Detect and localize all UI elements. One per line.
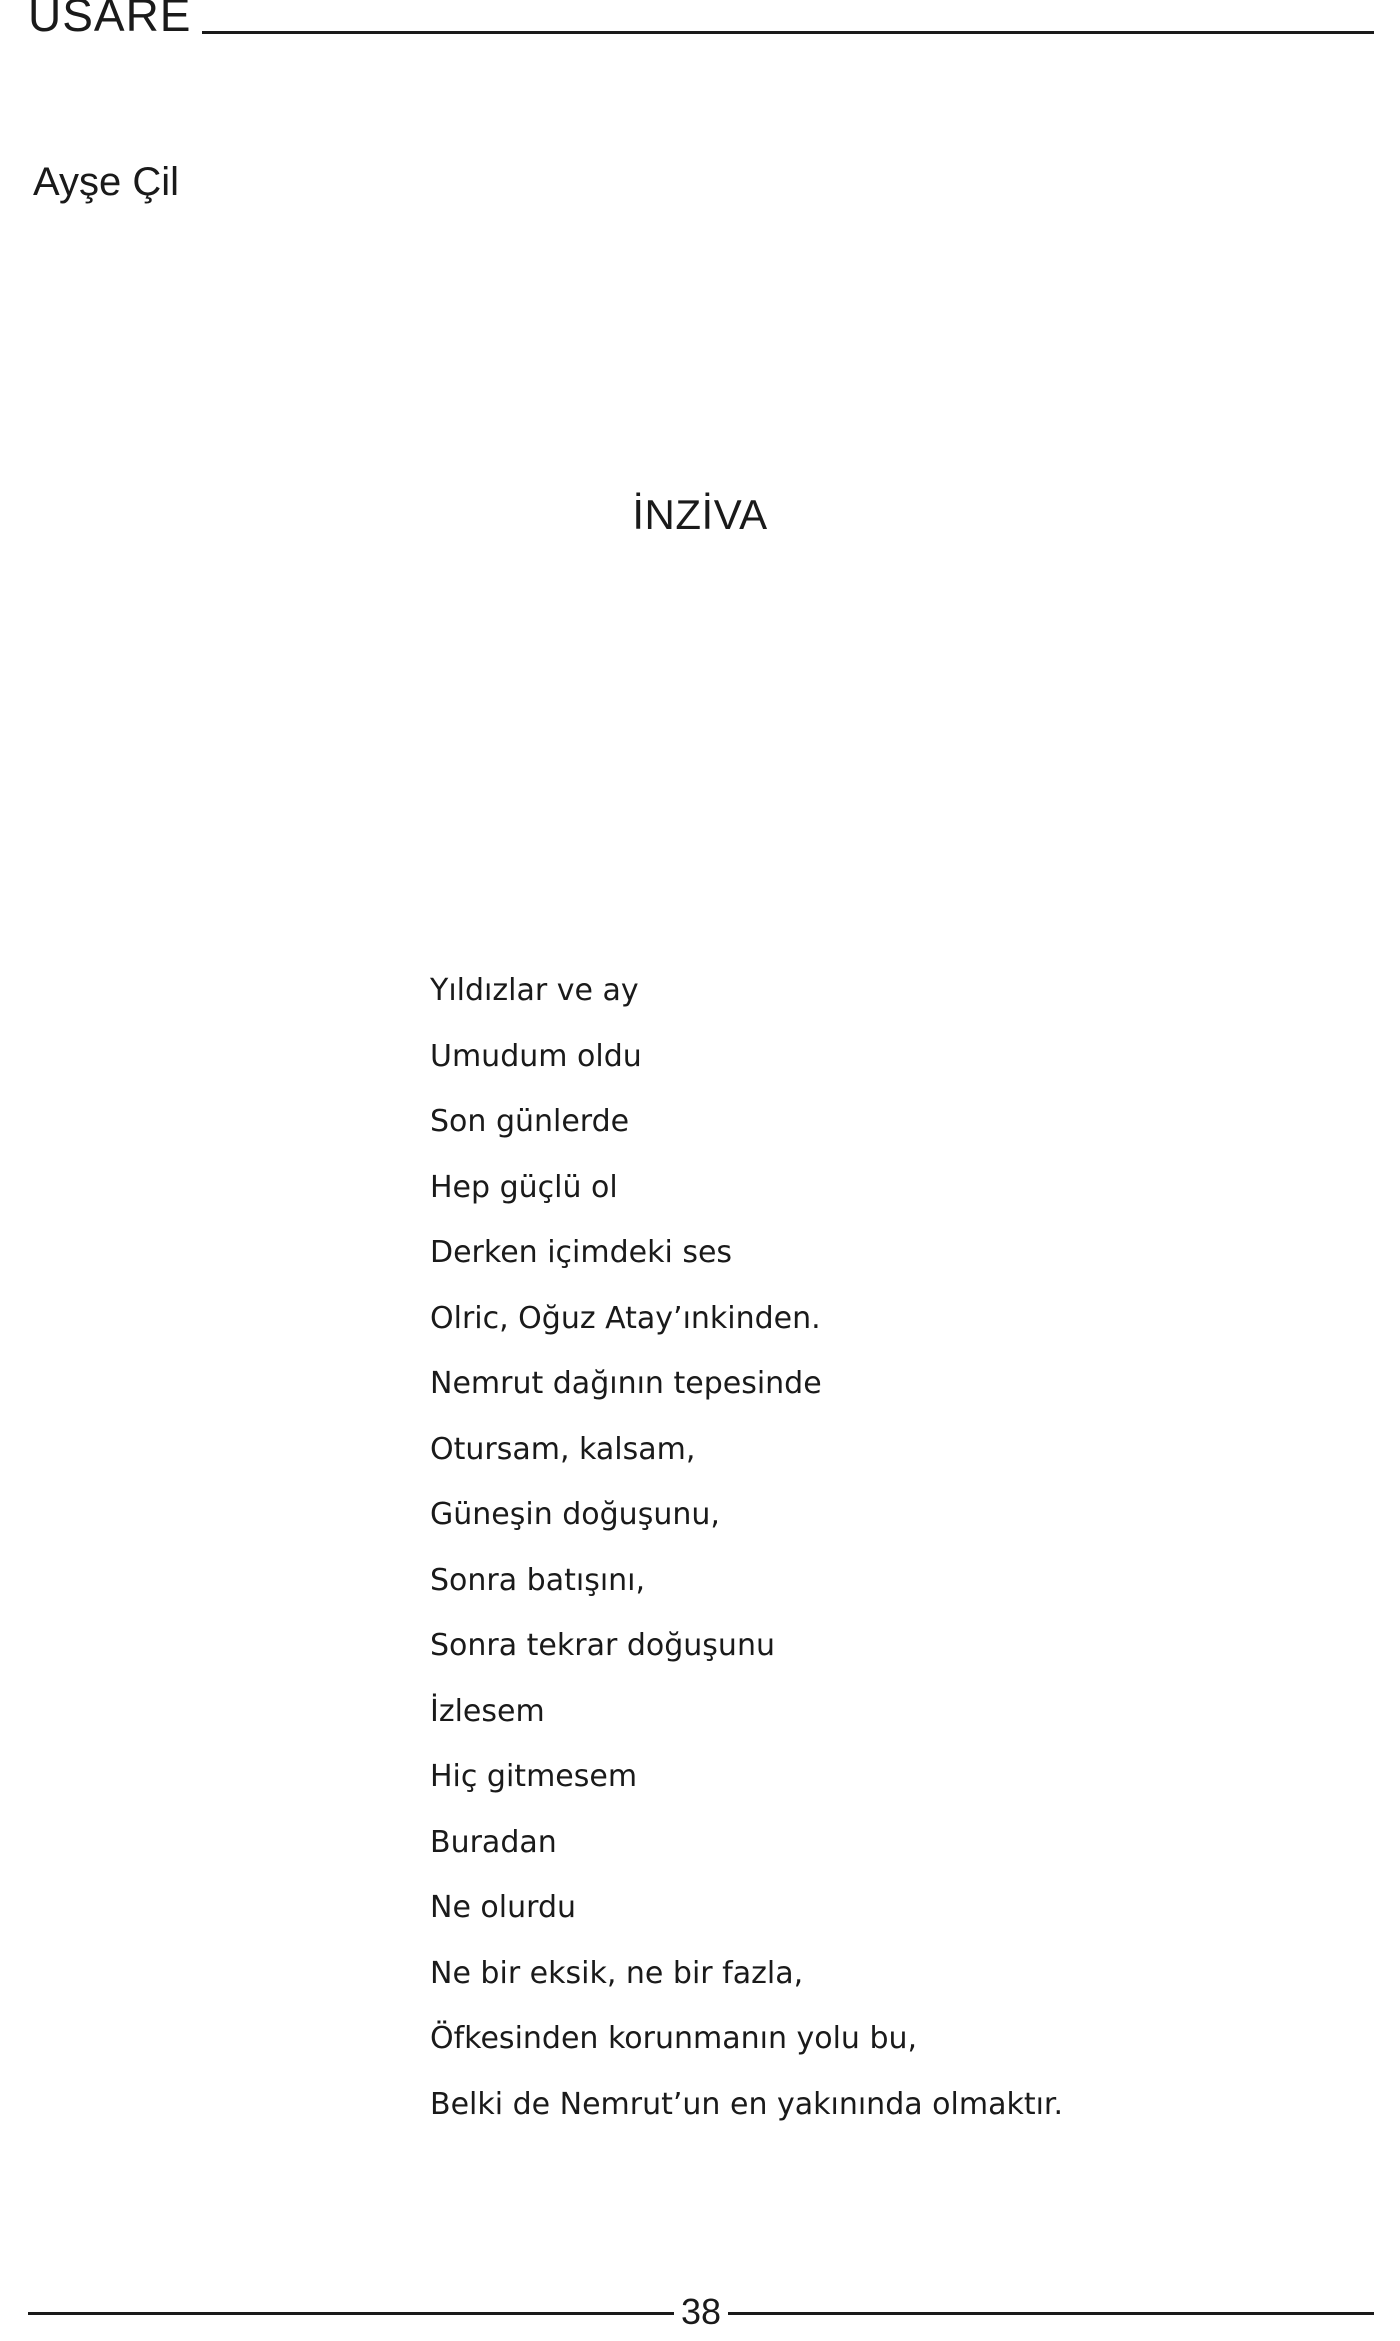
poem-line: Ne bir eksik, ne bir fazla, xyxy=(430,1955,804,1991)
poem-line: Hiç gitmesem xyxy=(430,1759,638,1794)
poem-line: Son günlerde xyxy=(430,1104,630,1139)
poem-line: Belki de Nemrut’un en yakınında olmaktır. xyxy=(430,2086,1064,2122)
poem-line: Derken içimdeki ses xyxy=(430,1235,733,1270)
page-footer xyxy=(28,2292,1374,2332)
poem-line: Yıldızlar ve ay xyxy=(430,973,639,1008)
poem-title: İNZİVA xyxy=(632,491,768,538)
page-number: 38 xyxy=(680,2291,722,2332)
poem-line: Nemrut dağının tepesinde xyxy=(430,1366,822,1401)
footer-rule-left xyxy=(28,2312,674,2315)
poem-line: Sonra batışını, xyxy=(430,1562,646,1598)
poem-line: Ne olurdu xyxy=(430,1890,577,1925)
footer-rule-right xyxy=(728,2312,1374,2315)
poem-line: Olric, Oğuz Atay’ınkinden. xyxy=(430,1300,821,1336)
poem-body xyxy=(430,958,1350,2137)
header-rule xyxy=(202,31,1374,34)
poem-line: Öfkesinden korunmanın yolu bu, xyxy=(430,2021,918,2056)
poem-line: Buradan xyxy=(430,1824,557,1860)
journal-name: USARE xyxy=(28,0,192,41)
running-header xyxy=(28,0,1374,44)
poem-line: Otursam, kalsam, xyxy=(430,1431,696,1467)
author-name: Ayşe Çil xyxy=(33,160,179,204)
poem-line: Umudum oldu xyxy=(430,1038,642,1074)
poem-line: İzlesem xyxy=(430,1693,545,1729)
poem-line: Sonra tekrar doğuşunu xyxy=(430,1628,775,1663)
poem-line: Güneşin doğuşunu, xyxy=(430,1497,720,1532)
poem-line: Hep güçlü ol xyxy=(430,1169,618,1205)
